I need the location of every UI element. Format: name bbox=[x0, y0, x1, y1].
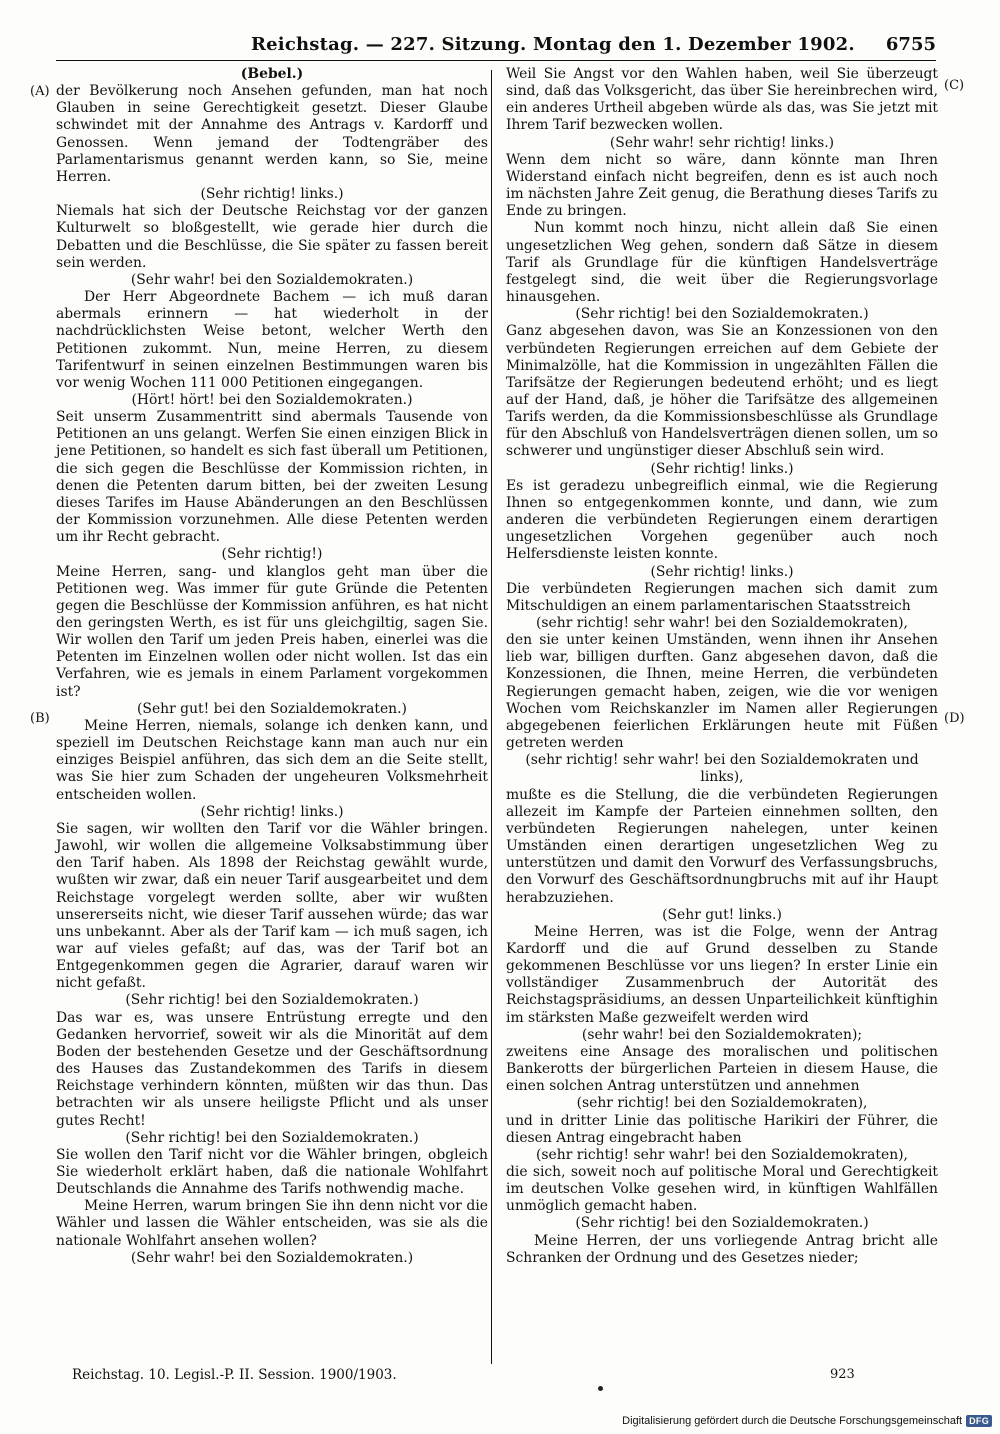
right-interjection: (Sehr richtig! bei den Sozialdemokraten.) bbox=[575, 306, 869, 323]
speaker-name: (Bebel.) bbox=[240, 66, 304, 82]
margin-letter-d: (D) bbox=[944, 711, 965, 726]
ink-dot bbox=[598, 1386, 603, 1391]
right-paragraph: mußte es die Stellung, die die verbündeten Regierungen allezeit im Kampfe der Parteien einnehmen sollten, den verbündeten Regierungen nahelegen, unter keinen Umständen einen derartigen ungesetzlichen Weg zu unterstützen und damit den Vorwurf des Verfassungsbruchs, den Vorwurf des Geschäftsordnungbruchs mit auf ihr Haupt herabzuziehen. bbox=[506, 786, 938, 906]
right-interjection: (sehr richtig! bei den Sozialdemokraten), bbox=[576, 1095, 868, 1112]
right-paragraph: Weil Sie Angst vor den Wahlen haben, weil Sie überzeugt sind, daß das Volksgericht, das über Sie hereinbrechen wird, ein anderes Urtheil abgeben würde als das, was Sie jetzt mit Ihrem Tarif bezwecken wollen. bbox=[506, 66, 938, 134]
right-interjection: (sehr richtig! sehr wahr! bei den Sozialdemokraten), bbox=[536, 1146, 908, 1163]
dfg-logo: DFG bbox=[966, 1415, 992, 1427]
right-paragraph: Meine Herren, der uns vorliegende Antrag bricht alle Schranken der Ordnung und des Gesetzes nieder; bbox=[506, 1232, 938, 1266]
left-interjection: (Sehr richtig! bei den Sozialdemokraten.) bbox=[125, 992, 419, 1009]
left-interjection: (Sehr gut! bei den Sozialdemokraten.) bbox=[137, 700, 407, 717]
running-title: Reichstag. — 227. Sitzung. Montag den 1. Dezember 1902. bbox=[251, 34, 855, 55]
left-interjection: (Sehr richtig!) bbox=[221, 546, 323, 563]
left-paragraph: Meine Herren, sang- und klanglos geht man über die Petitionen weg. Was immer für gute Gründe die Petenten gegen die Beschlüsse der Kommission anführen, es hat nicht den geringsten Werth, es ist für uns gleichgiltig, sagen Sie. Wir wollen den Tarif um jeden Preis haben, einerlei was die Petenten im Einzelnen wollen oder nicht wollen. Ist das ein Verfahren, wie es jemals in einem Parlament vorgekommen ist? bbox=[56, 563, 488, 700]
right-paragraph: Die verbündeten Regierungen machen sich damit zum Mitschuldigen an einem parlamentarischen Staatsstreich bbox=[506, 580, 938, 614]
digitization-credit bbox=[622, 1413, 992, 1429]
footer-session-info: Reichstag. 10. Legisl.-P. II. Session. 1900/1903. bbox=[72, 1367, 397, 1383]
right-interjection: (Sehr gut! links.) bbox=[662, 906, 782, 923]
margin-letter-c: (C) bbox=[944, 78, 965, 93]
left-paragraph: Seit unserm Zusammentritt sind abermals Tausende von Petitionen an uns gelangt. Werfen Sie einen einzigen Blick in jene Petitionen, so handelt es sich fast überall um Petitionen, die sich gegen die Beschlüsse der Kommission richten, in denen die Petenten darum bitten, bei der zweiten Lesung dieses Tarifes im Hause Abänderungen an den Beschlüssen der Kommission vorzunehmen. Alle diese Petenten werden um ihr Recht gebracht. bbox=[56, 409, 488, 546]
credit-text: Digitalisierung gefördert durch die Deutsche Forschungsgemeinschaft bbox=[622, 1415, 963, 1427]
right-interjection: (sehr wahr! bei den Sozialdemokraten); bbox=[581, 1026, 863, 1043]
left-interjection: (Sehr wahr! bei den Sozialdemokraten.) bbox=[130, 271, 414, 288]
right-interjection: (Sehr richtig! bei den Sozialdemokraten.) bbox=[575, 1215, 869, 1232]
right-interjection: (sehr richtig! sehr wahr! bei den Sozialdemokraten), bbox=[536, 615, 908, 631]
left-paragraph: Sie sagen, wir wollten den Tarif vor die Wähler bringen. Jawohl, wir wollen die allgemeine Volksabstimmung über den Tarif haben. Als 1898 der Reichstag gewählt wurde, wußten wir zwar, daß ein neuer Tarif ausgearbeitet und dem Reichstage vorgelegt werden sollte, aber wir wußten unsererseits nicht, wie dieser Tarif aussehen würde; das war uns unbekannt. Aber als der Tarif kam — ich muß sagen, ich war auf vieles gefaßt; auf das, was der Tarif bot an Entgegenkommen gegen die Agrarier, darauf waren wir nicht gefaßt. bbox=[56, 820, 488, 992]
margin-letter-b: (B) bbox=[30, 711, 50, 726]
left-interjection: (Sehr wahr! bei den Sozialdemokraten.) bbox=[130, 1249, 414, 1266]
right-paragraph: und in dritter Linie das politische Harikiri der Führer, die diesen Antrag eingebracht haben bbox=[506, 1112, 938, 1146]
left-paragraph: Meine Herren, niemals, solange ich denken kann, und speziell im Deutschen Reichstage kann man auch nur ein einziges Beispiel anführen, das sich dem an die Seite stellt, was Sie hier zum Schaden der ungeheuren Volksmehrheit entscheiden wollen. bbox=[56, 717, 488, 803]
right-paragraph: Es ist geradezu unbegreiflich einmal, wie die Regierung Ihnen so entgegenkommen konnte, und dann, wie zum anderen die verbündeten Regierungen einem derartigen ungesetzlichen Vorgehen gegenüber auch noch Helfersdienste leisten konnte. bbox=[506, 477, 938, 563]
right-interjection: (Sehr richtig! links.) bbox=[650, 563, 794, 580]
left-interjection: (Sehr richtig! links.) bbox=[200, 186, 344, 203]
right-paragraph: Wenn dem nicht so wäre, dann könnte man Ihren Widerstand einfach nicht begreifen, denn es ist auch noch im nächsten Jahre Zeit genug, die Berathung dieses Tarifs zu Ende zu bringen. bbox=[506, 151, 938, 220]
left-paragraph: der Bevölkerung noch Ansehen gefunden, man hat noch Glauben in seine Gerechtigkeit gesetzt. Dieser Glaube schwindet mit der Annahme des Antrags v. Kardorff und Genossen. Wenn jemand der Todtengräber des Parlamentarismus genannt werden kann, so Sie, meine Herren. bbox=[56, 83, 488, 185]
left-interjection: (Sehr richtig! links.) bbox=[200, 803, 344, 820]
right-column bbox=[506, 66, 938, 1267]
right-interjection: (Sehr richtig! links.) bbox=[650, 460, 794, 477]
right-paragraph: Meine Herren, was ist die Folge, wenn der Antrag Kardorff und die auf Grund desselben zu Stande gekommenen Beschlüsse vor uns liegen? In erster Linie ein vollständiger Zusammenbruch der Autorität des Reichstagspräsidiums, an dessen Unparteilichkeit künftighin im stärksten Maße gezweifelt werden wird bbox=[506, 923, 938, 1026]
right-paragraph: die sich, soweit noch auf politische Moral und Gerechtigkeit im deutschen Volke gesehen wird, in künftigen Wahlfällen unmöglich gemacht haben. bbox=[506, 1164, 938, 1215]
left-interjection: (Hört! hört! bei den Sozialdemokraten.) bbox=[131, 391, 413, 408]
right-paragraph: Ganz abgesehen davon, was Sie an Konzessionen von den verbündeten Regierungen erreichen auf dem Gebiete der Minimalzölle, hat die Kommission in ungezählten Fällen die Tarifsätze der Regierungen bedeutend erhöht; und es liegt auf der Hand, daß, je höher die Tarifsätze des allgemeinen Tarifs werden, da die Kommissionsbeschlüsse als Grundlage für den Abschluß von Handelsverträgen dienen sollen, um so schwerer und ungünstiger dieser Abschluß sein wird. bbox=[506, 323, 938, 460]
right-interjection: (Sehr wahr! sehr richtig! links.) bbox=[609, 134, 835, 151]
sheet-number: 923 bbox=[830, 1367, 855, 1382]
page-header bbox=[56, 30, 936, 61]
left-paragraph: Niemals hat sich der Deutsche Reichstag vor der ganzen Kulturwelt so bloßgestellt, wie gerade hier durch die Debatten und die Beschlüsse, die Sie später zu fassen bereit sein werden. bbox=[56, 203, 488, 271]
right-paragraph: Nun kommt noch hinzu, nicht allein daß Sie einen ungesetzlichen Weg gehen, sondern daß Sätze in diesem Tarif als Grundlage für die künftigen Handelsverträge festgelegt sind, die weit über die Regierungsvorlage hinausgehen. bbox=[506, 220, 938, 306]
right-paragraph: den sie unter keinen Umständen, wenn ihnen ihr Ansehen lieb war, billigen durften. Ganz abgesehen davon, daß die Konzessionen, die Ihnen, meine Herren, die verbündeten Regierungen gemacht haben, zeigen, wie die vor wenigen Wochen vom Reichskanzler im Namen aller Regierungen abgegebenen feierlichen Erklärungen heute mit Füßen getreten werden bbox=[506, 632, 938, 752]
left-paragraph: Das war es, was unsere Entrüstung erregte und den Gedanken hervorrief, soweit wir als die Minorität auf dem Boden der bestehenden Gesetze und der Geschäftsordnung des Hauses das Zustandekommen des Tarifs in diesem Reichstage verhindern könnten, müßten wir das thun. Das betrachten wir als unsere heiligste Pflicht und als unser gutes Recht! bbox=[56, 1009, 488, 1129]
page-number: 6755 bbox=[885, 34, 936, 55]
margin-letter-a: (A) bbox=[30, 84, 50, 99]
right-paragraph: zweitens eine Ansage des moralischen und politischen Bankerotts der bürgerlichen Parteien in diesem Hause, die einen solchen Antrag unterstützen und annehmen bbox=[506, 1043, 938, 1095]
left-interjection: (Sehr richtig! bei den Sozialdemokraten.) bbox=[125, 1129, 419, 1146]
right-paragraph: (sehr richtig! sehr wahr! bei den Sozialdemokraten und links), bbox=[525, 752, 919, 786]
column-divider bbox=[491, 70, 492, 1364]
left-paragraph: Meine Herren, warum bringen Sie ihn denn nicht vor die Wähler und lassen die Wähler entscheiden, was sie als die nationale Wohlfahrt ansehen wollen? bbox=[56, 1198, 488, 1249]
left-paragraph: Sie wollen den Tarif nicht vor die Wähler bringen, obgleich Sie wiederholt erklärt haben, daß die nationale Wohlfahrt Deutschlands die Annahme des Tarifs nothwendig mache. bbox=[56, 1146, 488, 1198]
left-column bbox=[56, 66, 488, 1267]
left-paragraph: Der Herr Abgeordnete Bachem — ich muß daran abermals erinnern — hat wiederholt in der nachdrücklichsten Weise betont, welcher Werth den Petitionen zukommt. Nun, meine Herren, zu diesem Tarifentwurf in seinen einzelnen Bestimmungen waren bis vor wenig Wochen 111 000 Petitionen eingegangen. bbox=[56, 289, 488, 391]
